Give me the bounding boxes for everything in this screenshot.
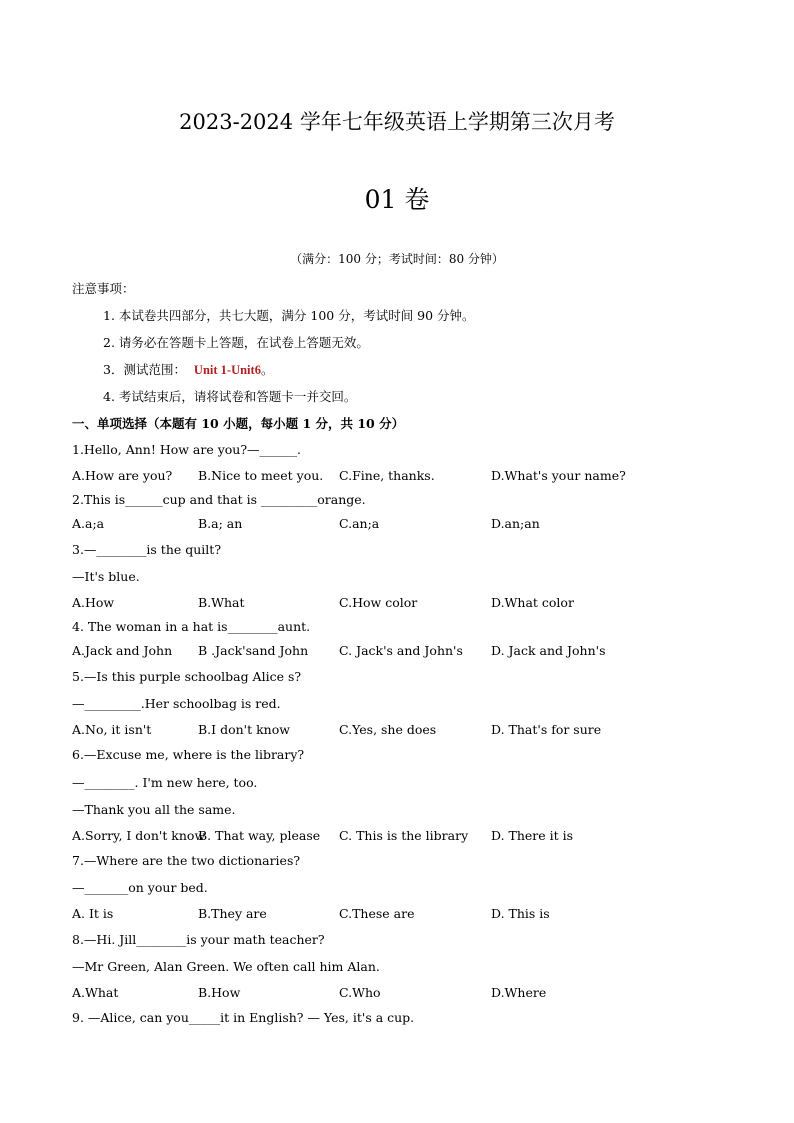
question-3-option-c: C.How color (339, 595, 418, 610)
question-7-stem: 7.—Where are the two dictionaries? (72, 853, 301, 868)
question-3-stem: 3.—________is the quilt? (72, 542, 222, 557)
question-1-option-d: D.What's your name? (491, 468, 626, 483)
question-4-option-d: D. Jack and John's (491, 643, 606, 658)
note-item-4: 4. 考试结束后，请将试卷和答题卡一并交回。 (103, 389, 357, 404)
exam-title: 2023-2024 学年七年级英语上学期第三次月考 (179, 110, 615, 134)
question-3-option-d: D.What color (491, 595, 574, 610)
note-item-2: 2. 请务必在答题卡上答题，在试卷上答题无效。 (103, 335, 369, 350)
question-3-option-b: B.What (198, 595, 245, 610)
question-1-option-a: A.How are you? (72, 468, 173, 483)
question-5-option-a: A.No, it isn't (72, 722, 152, 737)
question-5-option-d: D. That's for sure (491, 722, 602, 737)
question-7-option-d: D. This is (491, 906, 550, 921)
question-6-option-d: D. There it is (491, 828, 574, 843)
question-8-option-c: C.Who (339, 985, 381, 1000)
question-6-option-a: A.Sorry, I don't know (72, 828, 206, 843)
note-item-3 (103, 360, 273, 378)
note-item-3-label: 3．测试范围： (103, 362, 186, 377)
question-6-stem: 6.—Excuse me, where is the library? (72, 747, 305, 762)
question-9-stem: 9. —Alice, can you_____it in English? — Yes, it's a cup. (72, 1010, 415, 1025)
question-2-stem: 2.This is______cup and that is _________orange. (72, 492, 366, 507)
question-1-option-b: B.Nice to meet you. (198, 468, 324, 483)
score-time-line: （满分：100 分；考试时间：80 分钟） (290, 252, 504, 266)
note-item-1: 1. 本试卷共四部分，共七大题，满分 100 分，考试时间 90 分钟。 (103, 308, 475, 323)
question-2-option-c: C.an;a (339, 516, 380, 531)
question-5-option-c: C.Yes, she does (339, 722, 437, 737)
question-7-option-c: C.These are (339, 906, 415, 921)
notes-heading: 注意事项： (72, 281, 135, 296)
question-8-line-2: —Mr Green, Alan Green. We often call him Alan. (72, 959, 380, 974)
question-6-option-b: B. That way, please (198, 828, 321, 843)
question-3-option-a: A.How (72, 595, 115, 610)
section-1-heading: 一、单项选择（本题有 10 小题，每小题 1 分，共 10 分） (72, 416, 405, 431)
question-1-option-c: C.Fine, thanks. (339, 468, 435, 483)
question-8-stem: 8.—Hi. Jill________is your math teacher? (72, 932, 325, 947)
question-7-line-2: —_______on your bed. (72, 880, 208, 895)
question-3-line-2: —It's blue. (72, 569, 140, 584)
question-6-line-3: —Thank you all the same. (72, 802, 236, 817)
question-6-option-c: C. This is the library (339, 828, 469, 843)
question-8-option-a: A.What (72, 985, 119, 1000)
question-7-option-b: B.They are (198, 906, 267, 921)
question-4-option-a: A.Jack and John (72, 643, 173, 658)
question-7-option-a: A. It is (72, 906, 114, 921)
question-4-option-c: C. Jack's and John's (339, 643, 463, 658)
question-5-option-b: B.I don't know (198, 722, 290, 737)
question-4-option-b: B .Jack'sand John (198, 643, 309, 658)
question-5-line-2: —_________.Her schoolbag is red. (72, 696, 281, 711)
question-2-option-d: D.an;an (491, 516, 540, 531)
question-6-line-2: —________. I'm new here, too. (72, 775, 258, 790)
test-range-value: Unit 1-Unit6 (193, 363, 261, 377)
question-2-option-b: B.a; an (198, 516, 243, 531)
question-8-option-b: B.How (198, 985, 241, 1000)
test-range-suffix: 。 (260, 362, 274, 377)
question-8-option-d: D.Where (491, 985, 547, 1000)
question-5-stem: 5.—Is this purple schoolbag Alice s? (72, 669, 302, 684)
question-1-stem: 1.Hello, Ann! How are you?—______. (72, 442, 302, 457)
question-4-stem: 4. The woman in a hat is________aunt. (72, 619, 311, 634)
question-2-option-a: A.a;a (72, 516, 105, 531)
paper-label: 01 卷 (364, 185, 430, 214)
